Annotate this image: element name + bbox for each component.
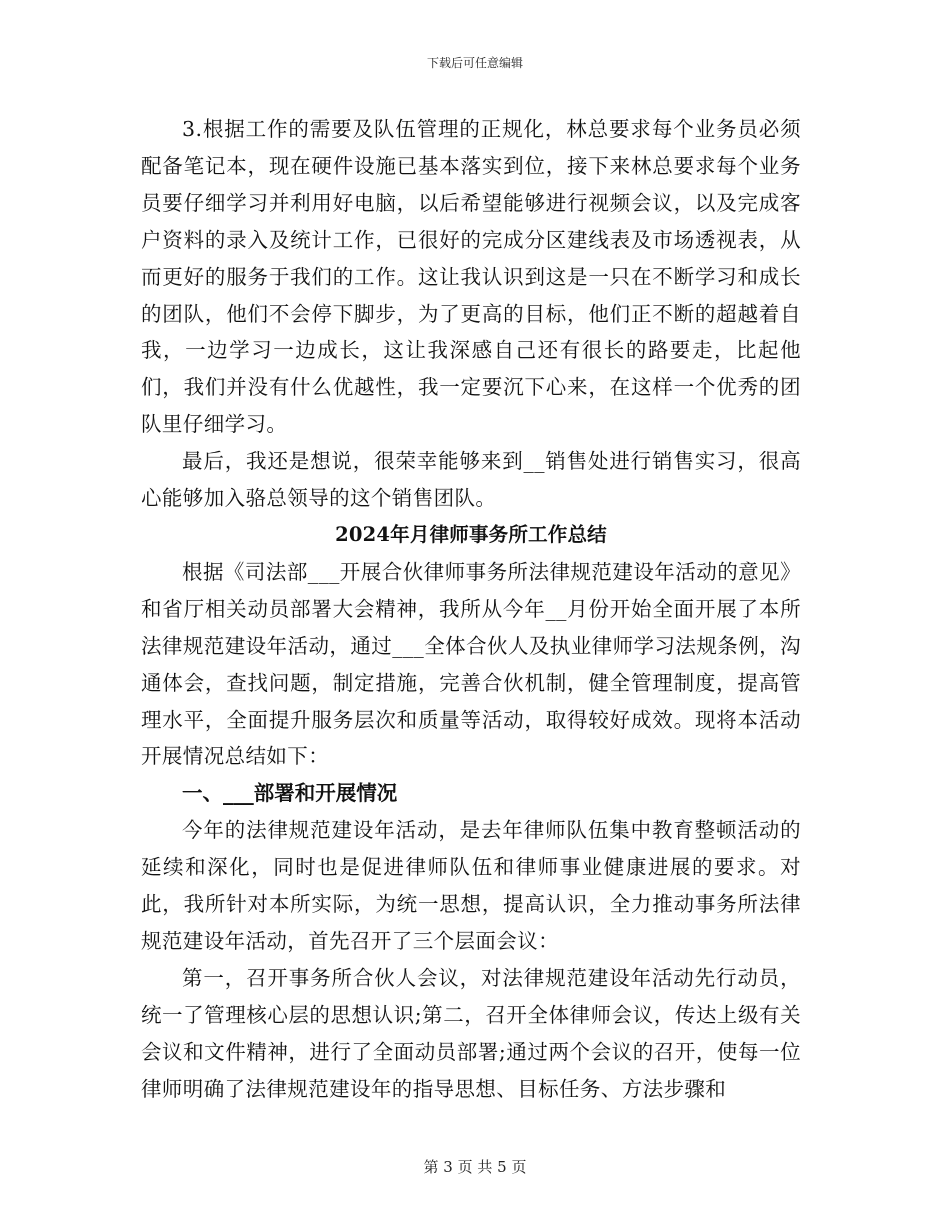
document-body <box>141 111 801 1107</box>
page-header: 下载后可任意编辑 <box>426 56 523 70</box>
paragraph-4: 今年的法律规范建设年活动，是去年律师队伍集中教育整顿活动的延续和深化，同时也是促进律师队伍和律师事业健康进展的要求。对此，我所针对本所实际，为统一思想，提高认识，全力推动事务所法律规范建设年活动，首先召开了三个层面会议： <box>141 818 801 953</box>
document-title: 2024年月律师事务所工作总结 <box>335 522 607 546</box>
paragraph-2: 最后，我还是想说，很荣幸能够来到__销售处进行销售实习，很高心能够加入骆总领导的这个销售团队。 <box>141 449 801 511</box>
paragraph-3: 根据《司法部___开展合伙律师事务所法律规范建设年活动的意见》和省厅相关动员部署大会精神，我所从今年__月份开始全面开展了本所法律规范建设年活动，通过___全体合伙人及执业律师学习法规条例，沟通体会，查找问题，制定措施，完善合伙机制，健全管理制度，提高管理水平，全面提升服务层次和质量等活动，取得较好成效。现将本活动开展情况总结如下： <box>141 559 801 769</box>
section-heading-1: 一、___部署和开展情况 <box>182 781 398 806</box>
page-footer: 第 3 页 共 5 页 <box>423 1158 527 1176</box>
paragraph-1: 3.根据工作的需要及队伍管理的正规化，林总要求每个业务员必须配备笔记本，现在硬件设施已基本落实到位，接下来林总要求每个业务员要仔细学习并利用好电脑，以后希望能够进行视频会议，以及完成客户资料的录入及统计工作，已很好的完成分区建线表及市场透视表，从而更好的服务于我们的工作。这让我认识到这是一只在不断学习和成长的团队，他们不会停下脚步，为了更高的目标，他们正不断的超越着自我，一边学习一边成长，这让我深感自己还有很长的路要走，比起他们，我们并没有什么优越性，我一定要沉下心来，在这样一个优秀的团队里仔细学习。 <box>141 117 801 437</box>
paragraph-5: 第一，召开事务所合伙人会议，对法律规范建设年活动先行动员，统一了管理核心层的思想认识;第二，召开全体律师会议，传达上级有关会议和文件精神，进行了全面动员部署;通过两个会议的召开，使每一位律师明确了法律规范建设年的指导思想、目标任务、方法步骤和 <box>141 965 801 1101</box>
